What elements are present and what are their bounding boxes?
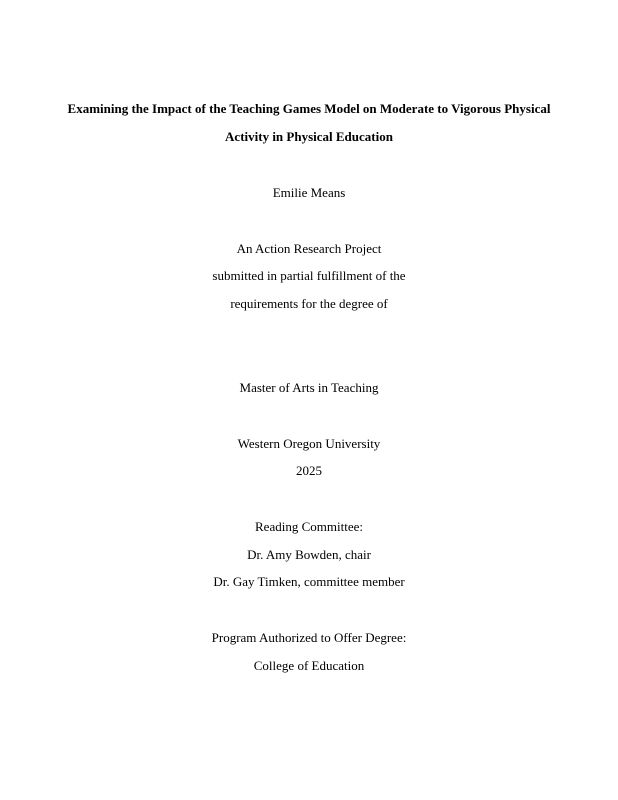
author-name: Emilie Means [272,185,346,200]
project-line-1: An Action Research Project [236,241,382,256]
institution-year: 2025 [296,463,322,478]
institution-name: Western Oregon University [237,436,381,451]
project-line-3: requirements for the degree of [230,296,388,311]
program-college: College of Education [253,658,365,673]
title-line-2: Activity in Physical Education [225,129,393,144]
committee-chair: Dr. Amy Bowden, chair [247,547,371,562]
title-line-1: Examining the Impact of the Teaching Games Model on Moderate to Vigorous Physical [67,101,551,116]
degree-name: Master of Arts in Teaching [239,380,379,395]
committee-member: Dr. Gay Timken, committee member [213,574,405,589]
project-line-2: submitted in partial fulfillment of the [212,268,406,283]
committee-heading: Reading Committee: [255,519,363,534]
program-heading: Program Authorized to Offer Degree: [211,630,407,645]
